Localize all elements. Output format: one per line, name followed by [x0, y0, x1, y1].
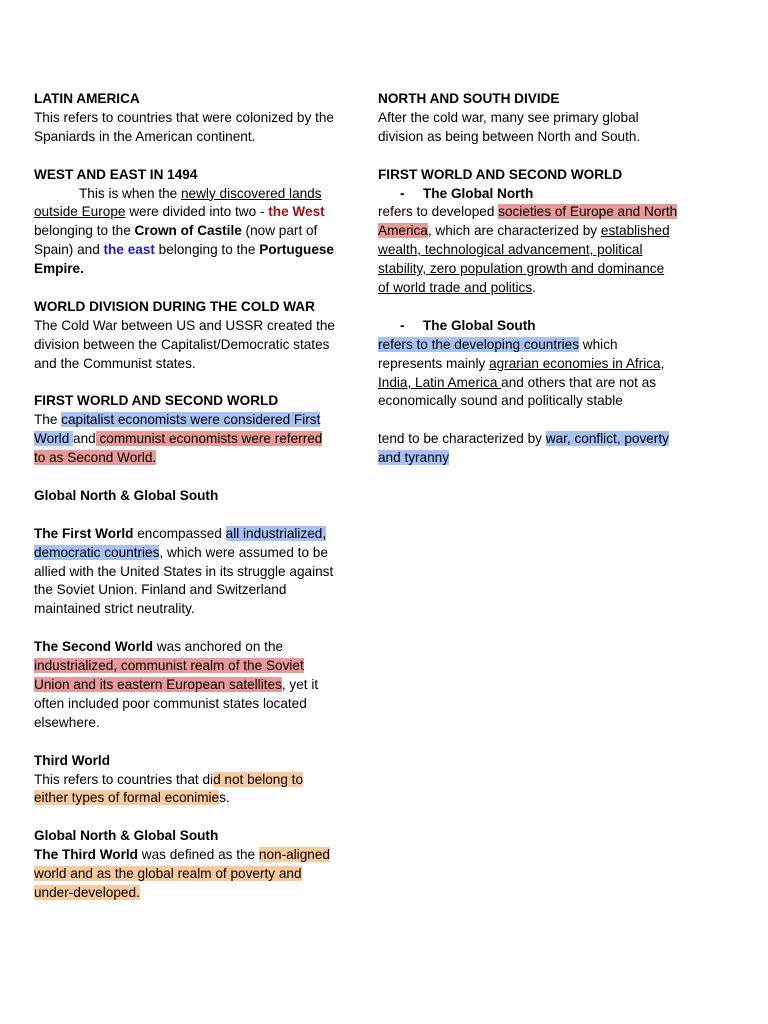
heading-third-world: Third World: [34, 752, 111, 768]
global-south-text: [378, 336, 678, 412]
second-world-label: The Second World: [34, 639, 154, 655]
third-world-text: [34, 771, 336, 809]
underlined-text: newly discovered lands outside Europe: [34, 185, 322, 220]
text-run: belonging to the: [154, 242, 260, 258]
text-run: , which were assumed to be allied with the United States in its struggle against the Soviet Union. Finland and Switzerland maintained strict neutrality.: [34, 544, 334, 617]
third-world-label: The Third World: [34, 847, 138, 863]
highlight-orange: non-aligned world and as the global realm of poverty and under-developed.: [34, 847, 330, 900]
global-north-text: [378, 203, 678, 298]
text-run: , yet it often included poor communist states located elsewhere.: [34, 677, 319, 730]
highlight-blue: refers to the developing countries: [378, 336, 580, 352]
west-east-paragraph: [34, 185, 336, 280]
text-run: This refers to countries that di: [34, 771, 214, 787]
heading-latin-america: LATIN AMERICA: [34, 91, 140, 106]
text-run: refers to developed: [378, 204, 499, 220]
text-run: .: [532, 280, 536, 296]
heading-global-north-south: Global North & Global South: [34, 487, 219, 503]
highlight-red: societies of Europe and North America: [378, 204, 678, 239]
text-run: and others that are not as economically sound and politically stable: [378, 374, 657, 409]
global-south-characteristics: [378, 430, 678, 468]
text-run: s.: [219, 790, 230, 806]
bullet-global-south: [378, 317, 678, 336]
section-latin-america: [34, 90, 336, 147]
section-north-south-divide: [378, 90, 678, 147]
text-run: which represents mainly: [378, 336, 618, 371]
heading-global-north-south-2: Global North & Global South: [34, 828, 219, 844]
highlight-red: communist economists were referred to as Second World.: [34, 431, 323, 466]
the-east-text: the east: [103, 242, 155, 258]
highlight-blue: all industrialized, democratic countries: [34, 525, 327, 560]
heading-north-south-divide: NORTH AND SOUTH DIVIDE: [378, 91, 560, 106]
bullet-dash: -: [400, 185, 405, 201]
text-run: encompassed: [133, 525, 226, 541]
cold-war-text: The Cold War between US and USSR created the division between the Capitalist/Democratic states and the Communist states.: [34, 317, 335, 371]
north-south-divide-text: After the cold war, many see primary global division as being between North and South.: [378, 109, 641, 144]
heading-cold-war: WORLD DIVISION DURING THE COLD WAR: [34, 298, 315, 314]
crown-of-castile-text: Crown of Castile: [134, 223, 242, 239]
highlight-orange: d not belong to either types of formal econimie: [34, 771, 304, 806]
text-run: , which are characterized by: [427, 223, 601, 239]
second-world-paragraph: [34, 638, 336, 733]
portuguese-empire-text: Portuguese Empire.: [34, 242, 334, 277]
heading-first-second-world: FIRST WORLD AND SECOND WORLD: [34, 393, 279, 409]
section-cold-war: [34, 298, 336, 374]
global-north-label: The Global North: [423, 185, 534, 201]
right-column: [378, 90, 678, 468]
section-third-world: [34, 752, 336, 809]
third-world-definition: [34, 846, 336, 903]
text-run: was anchored on the: [153, 639, 284, 655]
the-west-text: the West: [268, 204, 325, 220]
left-column: [34, 90, 336, 903]
heading-west-east-1494: WEST AND EAST IN 1494: [34, 166, 198, 182]
first-world-paragraph: [34, 525, 336, 620]
text-run: and: [73, 431, 96, 447]
bullet-dash: -: [400, 317, 405, 333]
latin-america-text: This refers to countries that were colonized by the Spaniards in the American continent.: [34, 109, 334, 144]
highlight-red: industrialized, communist realm of the Soviet Union and its eastern European satellites: [34, 658, 304, 692]
text-run: were divided into two -: [125, 204, 269, 220]
heading-right-first-second-world: FIRST WORLD AND SECOND WORLD: [378, 166, 623, 182]
highlight-blue: war, conflict, poverty and tyranny: [378, 431, 669, 466]
text-run: was defined as the: [137, 847, 259, 863]
underlined-text: established wealth, technological advancement, political stability, zero population growth and dominance of world trade and politics: [378, 223, 670, 296]
global-south-label: The Global South: [423, 317, 536, 333]
first-second-world-text: [34, 411, 336, 468]
section-global-north-south-2: [34, 827, 336, 903]
section-west-east-1494: [34, 166, 336, 279]
text-run: belonging to the: [34, 223, 135, 239]
bullet-global-north: [378, 185, 678, 204]
section-first-second-world: [34, 392, 336, 468]
text-run: The: [34, 412, 62, 428]
section-right-first-second-world: [378, 166, 678, 468]
text-run: tend to be characterized by: [378, 431, 546, 447]
first-world-label: The First World: [34, 525, 134, 541]
text-run: This is when the: [79, 185, 181, 201]
text-run: (now part of Spain) and: [34, 223, 318, 258]
underlined-text: agrarian economies in Africa, India, Latin America: [378, 355, 665, 390]
highlight-blue: capitalist economists were considered First World: [34, 412, 321, 447]
